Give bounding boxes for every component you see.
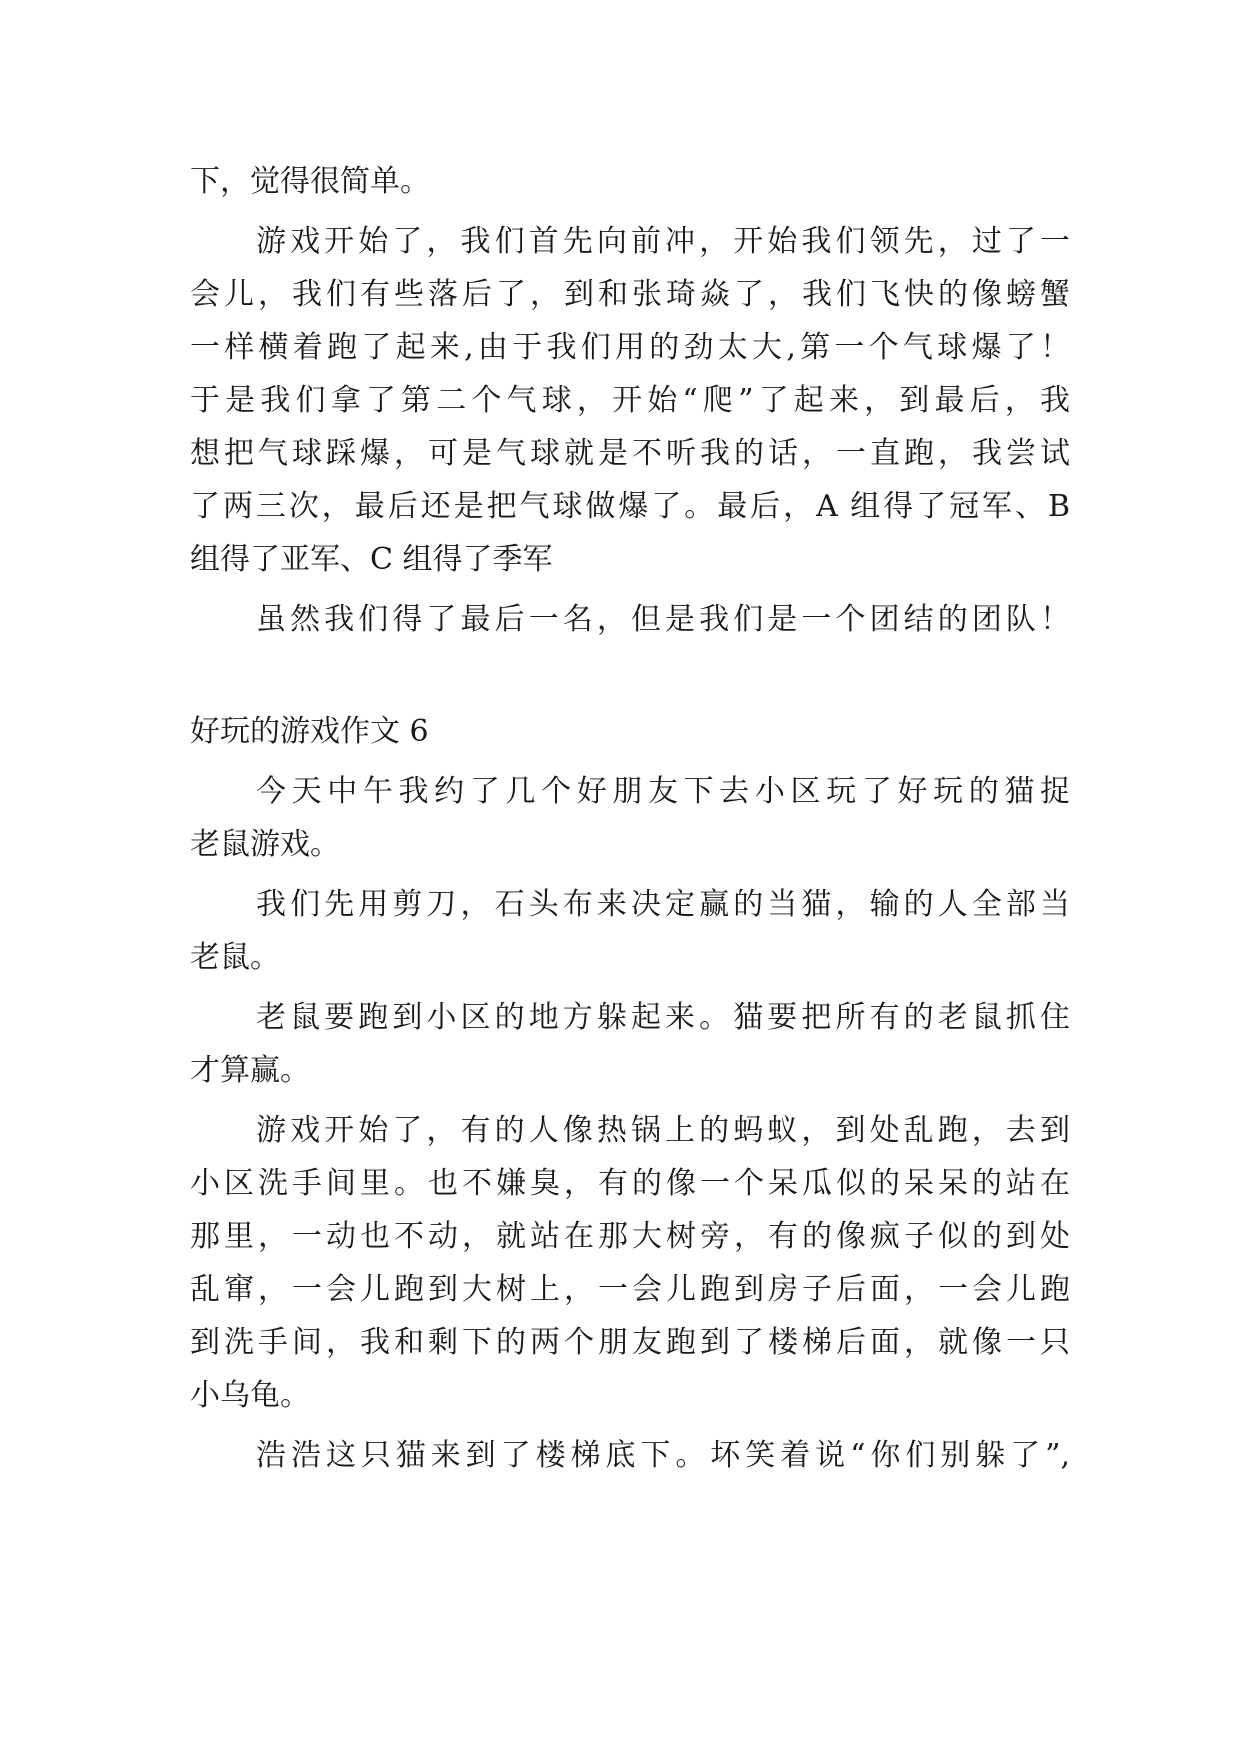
paragraph-line: 到洗手间，我和剩下的两个朋友跑到了楼梯后面，就像一只 bbox=[190, 1325, 1070, 1360]
paragraph-line: 会儿，我们有些落后了，到和张琦焱了，我们飞快的像螃蟹 bbox=[190, 277, 1070, 312]
paragraph-line: 浩浩这只猫来到了楼梯底下。坏笑着说“你们别躲了”, bbox=[256, 1438, 1070, 1473]
paragraph-line: 组得了亚军、C 组得了季军 bbox=[190, 542, 553, 577]
paragraph-line: 才算赢。 bbox=[190, 1053, 310, 1088]
paragraph-line: 老鼠。 bbox=[190, 940, 280, 975]
section-title: 好玩的游戏作文 6 bbox=[190, 714, 429, 749]
paragraph-line: 小乌龟。 bbox=[190, 1378, 310, 1413]
paragraph-line: 了两三次，最后还是把气球做爆了。最后，A 组得了冠军、B bbox=[190, 489, 1070, 524]
paragraph-line: 我们先用剪刀，石头布来决定赢的当猫，输的人全部当 bbox=[256, 887, 1070, 922]
paragraph-line: 今天中午我约了几个好朋友下去小区玩了好玩的猫捉 bbox=[256, 774, 1070, 809]
paragraph-line: 一样横着跑了起来,由于我们用的劲太大,第一个气球爆了！ bbox=[190, 330, 1070, 365]
paragraph-line: 想把气球踩爆，可是气球就是不听我的话，一直跑，我尝试 bbox=[190, 436, 1070, 471]
paragraph-line: 于是我们拿了第二个气球，开始“爬”了起来，到最后，我 bbox=[190, 383, 1070, 418]
paragraph-line: 老鼠游戏。 bbox=[190, 827, 340, 862]
paragraph-line: 游戏开始了，我们首先向前冲，开始我们领先，过了一 bbox=[256, 224, 1070, 259]
paragraph-line: 老鼠要跑到小区的地方躲起来。猫要把所有的老鼠抓住 bbox=[256, 1000, 1070, 1035]
paragraph-line: 那里，一动也不动，就站在那大树旁，有的像疯子似的到处 bbox=[190, 1219, 1070, 1254]
paragraph-line: 乱窜，一会儿跑到大树上，一会儿跑到房子后面，一会儿跑 bbox=[190, 1272, 1070, 1307]
paragraph-line: 下，觉得很简单。 bbox=[190, 164, 430, 199]
paragraph-line: 游戏开始了，有的人像热锅上的蚂蚁，到处乱跑，去到 bbox=[256, 1113, 1070, 1148]
paragraph-line: 虽然我们得了最后一名，但是我们是一个团结的团队！ bbox=[256, 602, 1070, 637]
paragraph-line: 小区洗手间里。也不嫌臭，有的像一个呆瓜似的呆呆的站在 bbox=[190, 1166, 1070, 1201]
